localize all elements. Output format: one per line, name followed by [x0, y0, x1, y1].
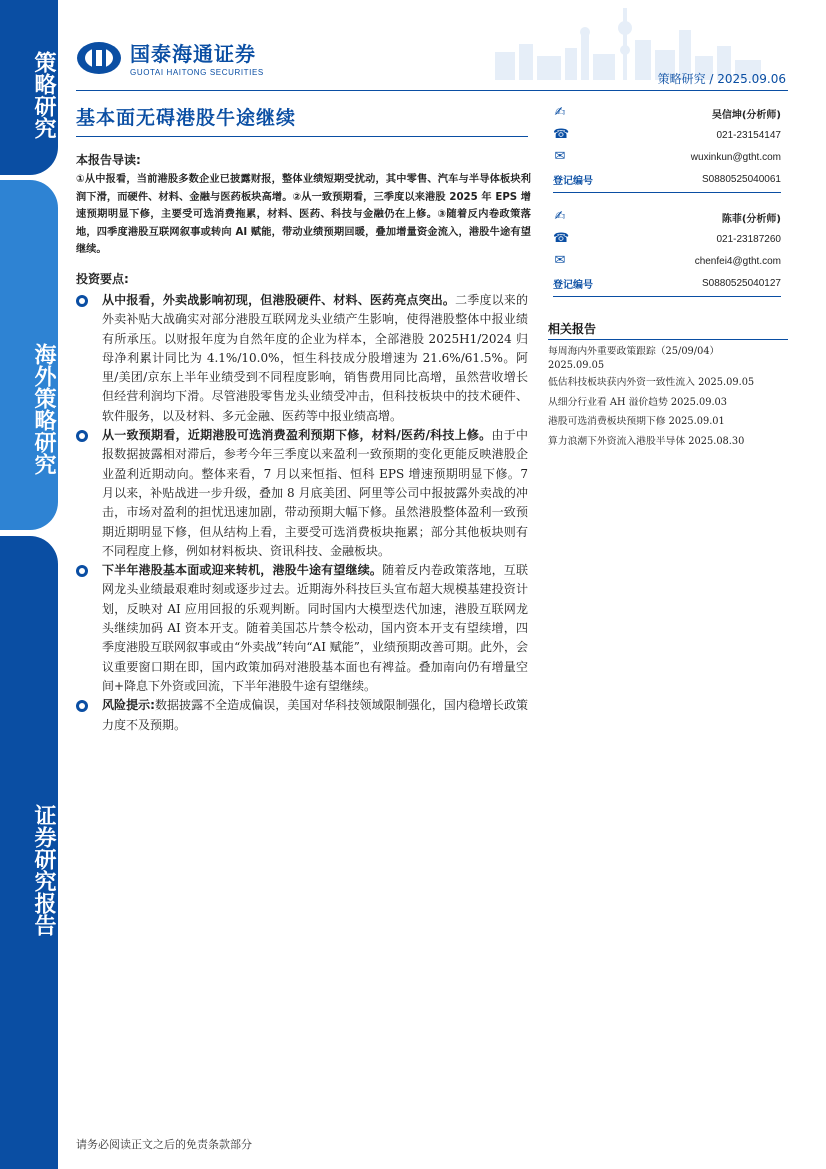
email-icon: ✉	[554, 253, 566, 268]
report-title: 基本面无碍港股牛途继续	[76, 107, 297, 129]
bullet-icon	[76, 565, 88, 577]
related-report-date: 2025.09.05	[548, 360, 605, 371]
bullet-icon	[76, 295, 88, 307]
report-category-date: 策略研究 / 2025.09.06	[657, 72, 786, 86]
registration-number: S0880525040061	[702, 173, 781, 185]
registration-number: S0880525040127	[702, 277, 781, 289]
analyst-email[interactable]: chenfei4@gtht.com	[694, 255, 781, 267]
investment-point	[76, 561, 528, 696]
investment-points-list	[76, 291, 528, 735]
related-report-link[interactable]: 从细分行业看 AH 溢价趋势 2025.09.03	[548, 396, 728, 408]
header-divider	[76, 90, 788, 91]
brand-name-en: GUOTAI HAITONG SECURITIES	[130, 68, 264, 77]
company-logo	[76, 38, 264, 77]
analyst-email[interactable]: wuxinkun@gtht.com	[690, 151, 781, 163]
investment-point	[76, 291, 528, 426]
disclaimer-footer: 请务必阅读正文之后的免责条款部分	[76, 1138, 252, 1151]
phone-icon: ☎	[553, 127, 570, 142]
email-icon: ✉	[554, 149, 566, 164]
brand-name-cn: 国泰海通证券	[130, 42, 256, 66]
bullet-icon	[76, 430, 88, 442]
sidebar-tab-overseas: 海外策略研究	[0, 180, 58, 530]
phone-icon: ☎	[553, 231, 570, 246]
related-report-link[interactable]: 港股可选消费板块预期下修 2025.09.01	[548, 416, 725, 427]
analyst-name: 吴信坤(分析师)	[711, 109, 781, 121]
risk-warning	[76, 696, 528, 735]
related-report-link[interactable]: 每周海内外重要政策跟踪（25/09/04）	[548, 346, 720, 357]
city-skyline-illustration	[455, 4, 785, 80]
related-reports-heading: 相关报告	[548, 322, 597, 336]
analyst-phone: 021-23154147	[716, 129, 781, 141]
guide-heading: 本报告导读:	[76, 153, 141, 167]
analyst-phone: 021-23187260	[716, 233, 781, 245]
analyst-divider	[553, 296, 781, 297]
analyst-card	[553, 206, 781, 297]
side-band	[0, 0, 58, 1169]
point-lead: 下半年港股基本面或迎来转机，港股牛途有望继续。	[102, 563, 383, 578]
investment-point	[76, 426, 528, 561]
related-report-link[interactable]: 算力浪潮下外资流入港股半导体 2025.08.30	[548, 435, 745, 447]
point-body: 随着反内卷政策落地，互联网龙头业绩最艰难时刻或逐步过去。近期海外科技巨头宣布超大规模基建投资计划，反映对 AI 应用回报的乐观判断。同时国内大模型迭代加速，港股互联网龙头继续加码 AI 资本开支。随着美国芯片禁令松动，国内资本开支有望续增，四季度港股互联网叙事或由“外卖战”转向“AI 赋能”，业绩预期改善可期。此外，会议重要窗口期在即，国内政策加码对港股基本面也有裨益。叠加南向仍有增量空间+降息下外资或回流，下半年港股牛途有望继续。	[102, 563, 528, 693]
analyst-card	[553, 102, 781, 193]
analyst-name: 陈菲(分析师)	[721, 213, 781, 225]
analyst-person-icon: ✍	[554, 105, 566, 120]
analyst-person-icon: ✍	[554, 209, 566, 224]
related-report-link[interactable]: 低估科技板块获内外资一致性流入 2025.09.05	[548, 377, 755, 388]
point-lead: 从中报看，外卖战影响初现，但港股硬件、材料、医药亮点突出。	[102, 293, 456, 307]
logo-mark-icon	[76, 41, 122, 75]
registration-label: 登记编号	[553, 175, 593, 187]
sidebar-tab-strategy: 策略研究	[0, 0, 58, 175]
related-divider	[548, 339, 788, 340]
title-divider	[76, 136, 528, 137]
point-lead: 风险提示:	[102, 698, 155, 713]
point-body: 数据披露不全造成偏误，美国对华科技领域限制强化，国内稳增长政策力度不及预期。	[102, 698, 528, 732]
guide-summary: ①从中报看，当前港股多数企业已披露财报，整体业绩短期受扰动，其中零售、汽车与半导体板块利润下滑，而硬件、材料、金融与医药板块高增。②从一致预期看，三季度以来港股 2025 年 EPS 增速预期明显下修，主要受可选消费拖累，材料、医药、科技与金融仍在上修。③随着反内卷政策落地，四季度港股互联网叙事或转向 AI 赋能，带动业绩预期回暖，叠加增量资金流入，港股牛途有望继续。	[76, 174, 531, 255]
related-reports-list	[548, 342, 788, 451]
investment-points-heading: 投资要点:	[76, 272, 129, 286]
point-body: 二季度以来的外卖补贴大战确实对部分港股互联网龙头业绩产生影响，使得港股整体中报业绩有所承压。以财报年度为自然年度的企业为样本，全部港股 2025H1/2024 归母净利累计同比为 4.1%/10.0%，恒生科技成分股增速为 21.6%/61.5%。阿里/美团/京东上半年业绩受到不同程度影响，销售费用同比高增，虽然营收增长但经营利润均下滑。尽管港股零售龙头业绩受冲击，但科技板块中的技术硬件、软件服务，以及材料、多元金融、医药等中报业绩高增。	[102, 293, 528, 423]
sidebar-tab-report: 证券研究报告	[0, 536, 58, 1169]
point-lead: 从一致预期看，近期港股可选消费盈利预期下修，材料/医药/科技上修。	[102, 428, 492, 443]
bullet-icon	[76, 700, 88, 712]
registration-label: 登记编号	[553, 279, 593, 291]
analyst-divider	[553, 192, 781, 193]
point-body: 由于中报数据披露相对滞后，参考今年三季度以来盈利一致预期的变化更能反映港股企业盈利近期动向。整体来看，7 月以来恒指、恒科 EPS 增速预期明显下修。7 月以来，补贴战进一步升级，叠加 8 月底美团、阿里等公司中报披露外卖战的冲击，市场对盈利的担忧迅速加剧，带动预期大幅下修。虽然港股整体盈利一致预期近期明显下修，但从结构上看，主要受可选消费板块拖累；部分其他板块则有不同程度上修，例如材料板块、资讯科技、金融板块。	[102, 428, 528, 558]
